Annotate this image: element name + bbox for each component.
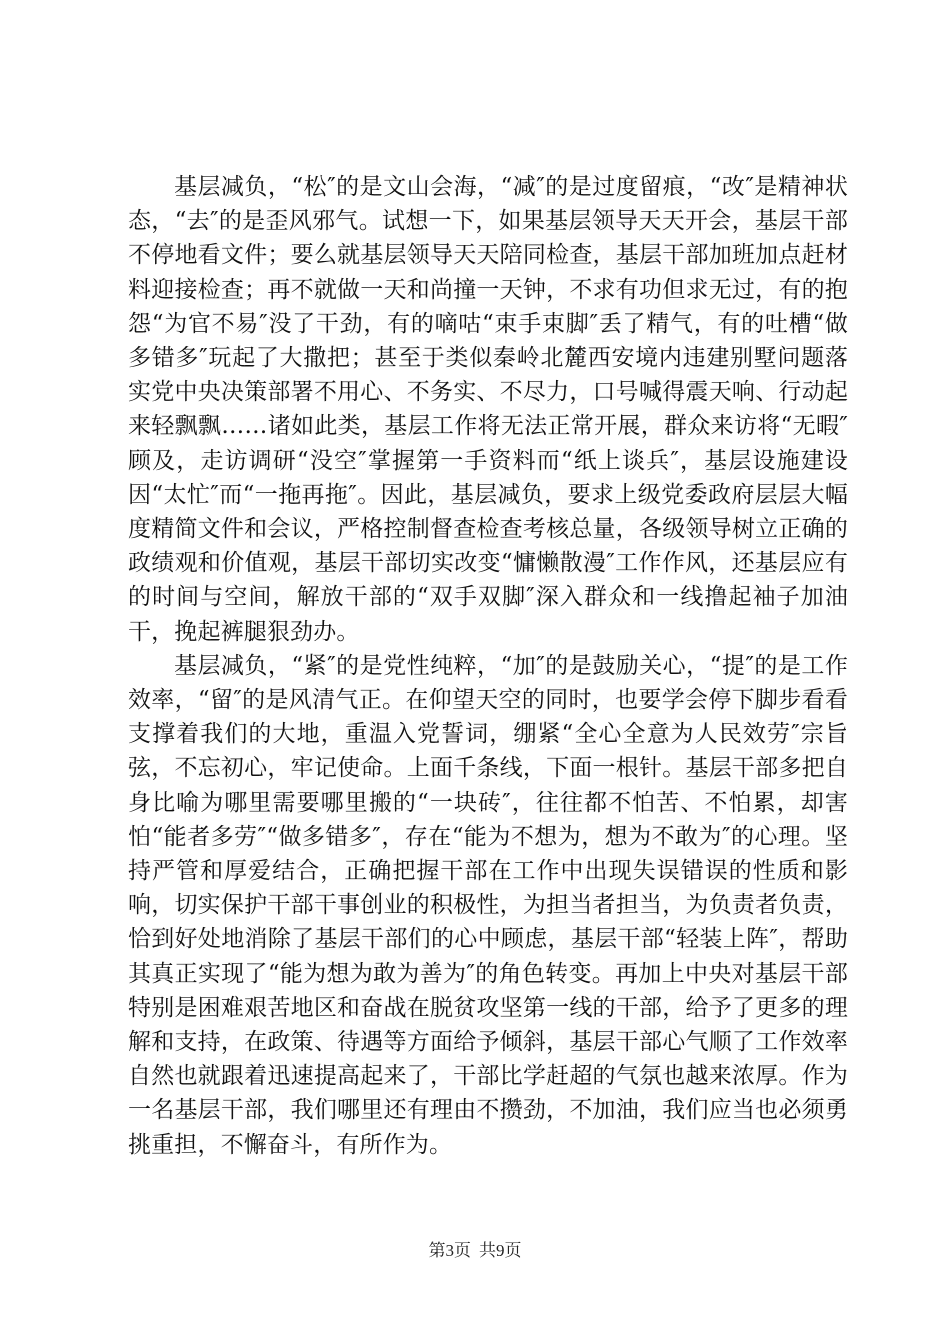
page-number-total: 共9页 <box>479 1241 522 1260</box>
paragraph-2: 基层减负，“紧″的是党性纯粹，“加″的是鼓励关心，“提″的是工作效率，“留″的是风清气正。在仰望天空的同时，也要学会停下脚步看看支撑着我们的大地，重温入党誓词，绷紧“全心全意为人民效劳″宗旨弦，不忘初心，牢记使命。上面千条线，下面一根针。基层干部多把自身比喻为哪里需要哪里搬的“一块砖″，往往都不怕苦、不怕累，却害怕“能者多劳″“做多错多″，存在“能为不想为，想为不敢为″的心理。坚持严管和厚爱结合，正确把握干部在工作中出现失误错误的性质和影响，切实保护干部干事创业的积极性，为担当者担当，为负责者负责，恰到好处地消除了基层干部们的心中顾虑，基层干部“轻装上阵″，帮助其真正实现了“能为想为敢为善为″的角色转变。再加上中央对基层干部特别是困难艰苦地区和奋战在脱贫攻坚第一线的干部，给予了更多的理解和支持，在政策、待遇等方面给予倾斜，基层干部心气顺了工作效率自然也就跟着迅速提高起来了，干部比学赶超的气氛也越来浓厚。作为一名基层干部，我们哪里还有理由不攒劲，不加油，我们应当也必须勇挑重担，不懈奋斗，有所作为。 <box>128 652 848 1158</box>
page-footer <box>0 1236 950 1261</box>
paragraph-1: 基层减负，“松″的是文山会海，“减″的是过度留痕，“改″是精神状态，“去″的是歪风邪气。试想一下，如果基层领导天天开会，基层干部不停地看文件；要么就基层领导天天陪同检查，基层干部加班加点赶材料迎接检查；再不就做一天和尚撞一天钟，不求有功但求无过，有的抱怨“为官不易″没了干劲，有的嘀咕“束手束脚″丢了精气，有的吐槽“做多错多″玩起了大撒把；甚至于类似秦岭北麓西安境内违建别墅问题落实党中央决策部署不用心、不务实、不尽力，口号喊得震天响、行动起来轻飘飘……诸如此类，基层工作将无法正常开展，群众来访将“无暇″顾及，走访调研“没空″掌握第一手资料而“纸上谈兵″，基层设施建设因“太忙″而“一拖再拖″。因此，基层减负，要求上级党委政府层层大幅度精简文件和会议，严格控制督查检查考核总量，各级领导树立正确的政绩观和价值观，基层干部切实改变“慵懒散漫″工作作风，还基层应有的时间与空间，解放干部的“双手双脚″深入群众和一线撸起袖子加油干，挽起裤腿狠劲办。 <box>128 174 848 645</box>
document-body <box>128 170 848 1162</box>
page-number-current: 第3页 <box>428 1241 471 1260</box>
